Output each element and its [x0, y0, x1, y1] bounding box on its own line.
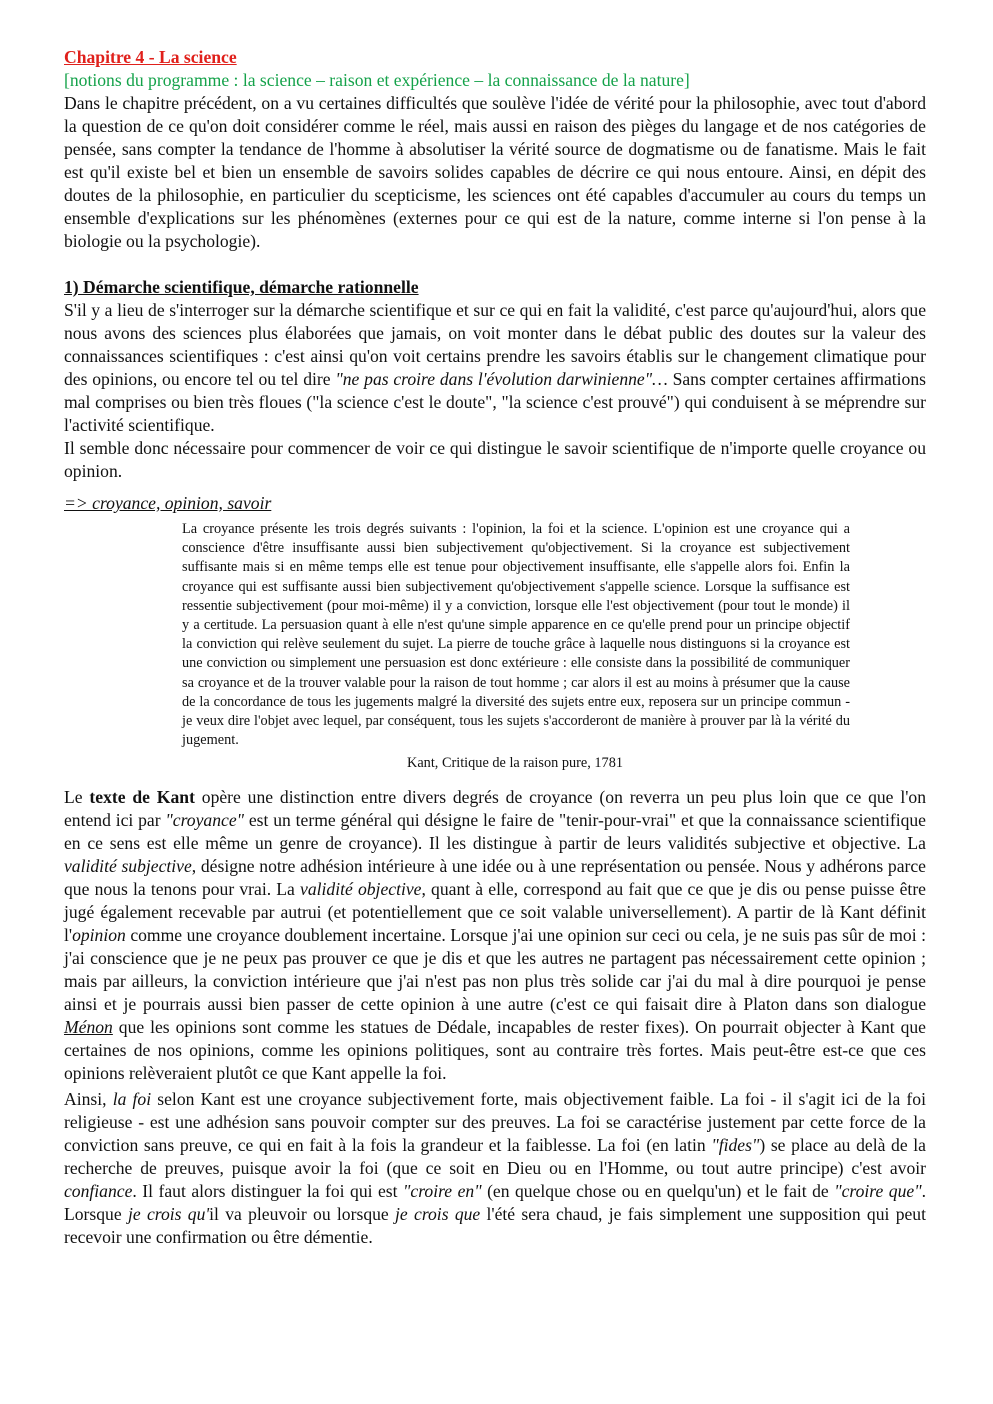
foi-paragraph: Ainsi, la foi selon Kant est une croyance subjectivement forte, mais objectivement faible. La foi - il s'agit ici de la foi religieuse - est une adhésion sans pouvoir compter sur des preuves. La foi se caractérise justement par cette force de la conviction sans preuve, ce qui en fait à la fois la grandeur et la faiblesse. La foi (en latin "fides") se place au delà de la recherche de preuves, puisque avoir la foi (que ce soit en Dieu ou en l'Homme, ou tout autre principe) c'est avoir confiance. Il faut alors distinguer la foi qui est "croire en" (en quelque chose ou en quelqu'un) et le fait de "croire que". Lorsque je crois qu'il va pleuvoir ou lorsque je crois que l'été sera chaud, je fais simplement une supposition qui peut recevoir une confirmation ou être démentie.	[64, 1089, 926, 1248]
section-heading: 1) Démarche scientifique, démarche rationnelle	[64, 277, 419, 297]
document-page	[64, 46, 926, 1249]
quote-citation: Kant, Critique de la raison pure, 1781	[407, 755, 623, 772]
kant-analysis-paragraph: Le texte de Kant opère une distinction entre divers degrés de croyance (on reverra un peu plus loin que ce que l'on entend ici par "croyance" est un terme général qui désigne le faire de "tenir-pour-vrai" et que la connaissance scientifique en ce sens est elle même un genre de croyance). Il les distingue à partir de leurs validités subjective et objective. La validité subjective, désigne notre adhésion intérieure à une idée ou à une représentation ou pensée. Nous y adhérons parce que nous la tenons pour vrai. La validité objective, quant à elle, correspond au fait que ce que je dis ou pense puisse être jugé également recevable par autrui (et potentiellement que ce soit valable universellement). A partir de là Kant définit l'opinion comme une croyance doublement incertaine. Lorsque j'ai une opinion sur ceci ou cela, je ne suis pas sûr de moi : j'ai conscience que je ne peux pas prouver ce que je dis et que les autres ne partagent pas nécessairement cette opinion ; mais par ailleurs, la conviction intérieure que j'ai n'est pas non plus très solide car j'ai du mal à dire pourquoi je pense ainsi et je pourrais aussi bien passer de cette opinion à une autre (c'est ce qui faisait dire à Platon dans son dialogue Ménon que les opinions sont comme les statues de Dédale, incapables de rester fixes). On pourrait objecter à Kant que certaines de nos opinions, comme les opinions politiques, sont au contraire très fortes. Mais peut-être est-ce que ces opinions relèveraient plutôt ce que Kant appelle la foi.	[64, 787, 926, 1084]
section-paragraph-1: S'il y a lieu de s'interroger sur la démarche scientifique et sur ce qui en fait la validité, c'est parce qu'aujourd'hui, alors que nous avons des sciences plus élaborées que jamais, on voit monter dans le débat public des doutes sur la valeur des connaissances scientifiques : c'est ainsi qu'on voit certains prendre les savoirs établis sur le changement climatique pour des opinions, ou encore tel ou tel dire "ne pas croire dans l'évolution darwinienne"… Sans compter certaines affirmations mal comprises ou bien très floues ("la science c'est le doute", "la science c'est prouvé") qui conduisent à se méprendre sur l'activité scientifique.	[64, 300, 926, 435]
intro-paragraph: Dans le chapitre précédent, on a vu certaines difficultés que soulève l'idée de vérité pour la philosophie, avec tout d'abord la question de ce qu'on doit considérer comme le réel, mais aussi en raison des pièges du langage et de nos catégories de pensée, sans compter la tendance de l'homme à absolutiser la vérité source de dogmatisme ou de fanatisme. Mais le fait est qu'il existe bel et bien un ensemble de savoirs solides capables de décrire ce qui nous entoure. Ainsi, en dépit des doutes de la philosophie, en particulier du scepticisme, les sciences ont été capables d'accumuler au cours du temps un ensemble d'explications sur les phénomènes (externes pour ce qui est de la nature, comme interne si l'on pense à la biologie ou la psychologie).	[64, 93, 926, 251]
kant-quote: La croyance présente les trois degrés suivants : l'opinion, la foi et la science. L'opinion est une croyance qui a conscience d'être insuffisante aussi bien subjectivement qu'objectivement. Si la croyance est subjectivement suffisante mais si en même temps elle est tenue pour objectivement insuffisante, elle s'appelle alors foi. Enfin la croyance qui est suffisante aussi bien subjectivement qu'objectivement s'appelle science. Lorsque la suffisance est ressentie subjectivement (pour moi-même) il y a conviction, lorsque elle l'est objectivement (pour tout le monde) il y a certitude. La persuasion quant à elle n'est qu'une simple apparence en ce qu'elle prend pour un principe objectif la conviction qui relève seulement du sujet. La pierre de touche grâce à laquelle nous distinguons si la croyance est une conviction ou simplement une persuasion est donc extérieure : elle consiste dans la possibilité de communiquer sa croyance et de la trouver valable pour la raison de tout homme ; car alors il est au moins à présumer que la cause de la concordance de tous les jugements malgré la diversité des sujets entre eux, reposera sur un principe commun - je veux dire l'objet avec lequel, par conséquent, tous les sujets s'accorderont de manière à prouver par là la vérité du jugement.	[182, 521, 850, 749]
chapter-title: Chapitre 4 - La science	[64, 47, 237, 67]
section-paragraph-2: Il semble donc nécessaire pour commencer de voir ce qui distingue le savoir scientifique de n'importe quelle croyance ou opinion.	[64, 438, 926, 481]
curriculum-notions: [notions du programme : la science – raison et expérience – la connaissance de la nature]	[64, 70, 690, 90]
subheading: => croyance, opinion, savoir	[64, 493, 272, 513]
menon-title: Ménon	[64, 1017, 113, 1038]
spacer	[64, 253, 926, 276]
